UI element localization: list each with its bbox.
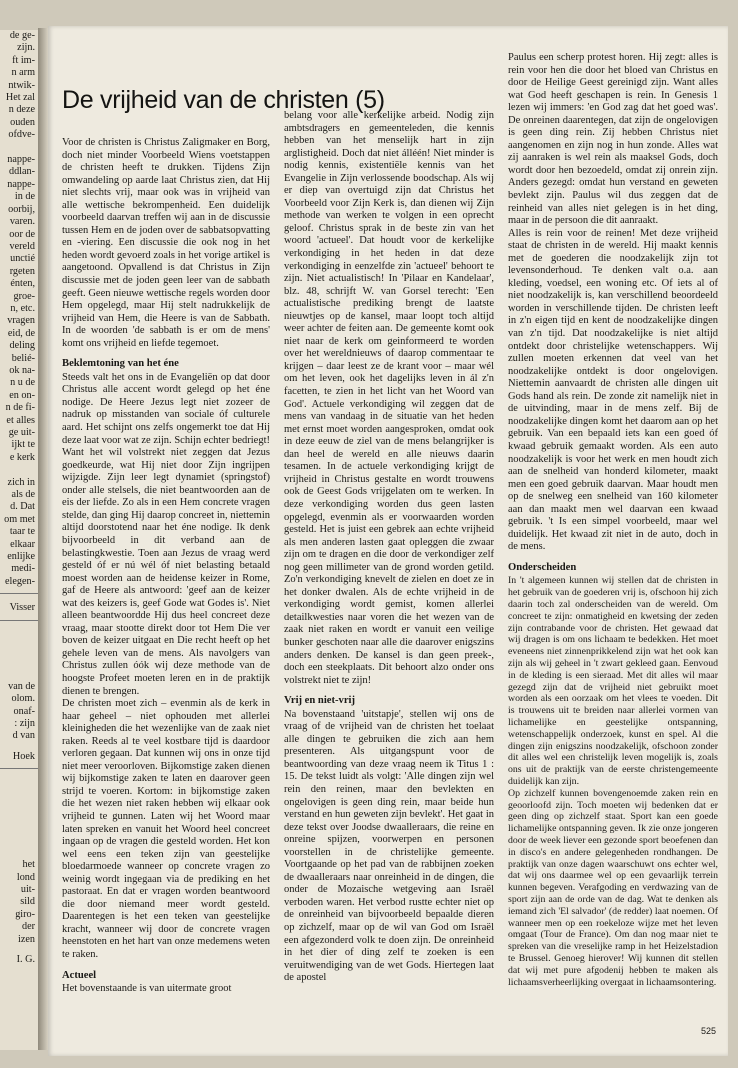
paragraph: In 't algemeen kunnen wij stellen dat de christen in het gebruik van de goederen vrij is, ofschoon hij zich daarin toch zal onderscheiden van de wereld. Om concreet te zijn: onmatigheid en kwetsing der zeden zijn contrabande voor de christen. Het gewaad dat wij dragen is om ons lichaam te bedekken. Het moet eveneens niet zinnenprikkelend zijn wat het ook kan zijn als wij geheel in 't zwart gekleed gaan. Eenvoud in de kleding is een sieraad. Met dit alles wil maar gezegd zijn dat de vrijheid niet gebruikt moet worden als een oorzaak om het vlees te voeden. Dit is trouwens uit te breiden naar allerlei vormen van lichamelijke en geestelijke ontspanning, wetenschappelijk onderzoek, kunst en spel. Al die dingen zijn enigszins noodzakelijk, ofschoon zonder dit alles wel een christelijk leven mogelijk is, zoals ons uit de praktijk van de eerste christengemeente duidelijk kan zijn.	[508, 575, 718, 787]
margin-fragment: zich in	[7, 476, 35, 488]
margin-fragment: olom.	[11, 693, 35, 705]
margin-fragment: en on-	[9, 389, 35, 401]
margin-fragment: giro-	[15, 908, 35, 920]
article-column-2	[284, 110, 494, 985]
book-spine	[38, 28, 48, 1050]
margin-fragment: nappe-	[7, 178, 35, 190]
margin-fragment	[0, 142, 38, 154]
margin-fragment: deling	[9, 340, 35, 352]
margin-rule	[0, 768, 38, 769]
margin-fragment: énten,	[10, 278, 35, 290]
margin-fragment: ijkt te	[11, 439, 35, 451]
margin-fragment: izen	[18, 933, 35, 945]
margin-fragment: ntwik-	[8, 79, 35, 91]
margin-fragment: als de	[11, 489, 35, 501]
margin-signature-2: Hoek	[12, 750, 35, 762]
margin-fragment: Het zal	[5, 92, 35, 104]
margin-fragment: enlijke	[7, 551, 35, 563]
margin-fragment: elkaar	[10, 538, 35, 550]
margin-signature-3: I. G.	[16, 953, 35, 965]
margin-fragment: om met	[4, 513, 35, 525]
section-heading: Vrij en niet-vrij	[284, 695, 355, 707]
margin-fragment: de ge-	[9, 30, 35, 41]
margin-fragment: taar te	[9, 526, 35, 538]
margin-fragment: nappe-	[7, 154, 35, 166]
section-heading: Actueel	[62, 969, 97, 981]
margin-fragment: lond	[16, 871, 35, 883]
margin-fragment: sild	[20, 896, 35, 908]
margin-fragment: n deze	[8, 104, 35, 116]
paragraph: Steeds valt het ons in de Evangeliën op dat door Christus alle accent wordt gelegd op het éne nodige. De Heere Jezus legt niet zozeer de nadruk op misstanden van sociale óf culturele aard. Het schijnt ons zelfs ongemerkt toe dat Hij deze laat voor wat ze zijn. Schijn echter bedriegt! Want het wil volstrekt niet zeggen dat Jezus goedkeurde, wat Hij niet door Zijn ingrijpen wijzigde. Zijn leer legt dynamiet (springstof) onder alle stelsels, die niet beantwoorden aan de eis der liefde. Zo als in een Hem concrete vragen stelde, dan ging Hij daarop concreet in, niettemin altijd doorstotend naar het éne nodige. Ik denk bijvoorbeeld in dit verband aan de belastingkwestie. Toen aan Jezus de vraag werd gesteld óf er nú wél óf niet belasting betaald moest worden aan de heidense keizer in Rome, gaf de Heere als antwoord: 'geef aan de keizer wat des keizers is, geef Gode wat Godes is'. Niet alleen beantwoordde Hij dus heel concreet deze vraag, maar stootte direkt door tot Hem Die ver boven de keizer uitgaat en Die recht heeft op het gehele leven van de mens. Als navolgers van Christus zullen óók wij deze methode van de hoogste Profeet moeten leren en in de praktijk dienen te brengen.	[62, 371, 270, 697]
margin-fragment: n arm	[11, 67, 35, 79]
article-column-3	[508, 52, 718, 988]
margin-fragments-1	[0, 30, 38, 588]
margin-fragment: d van	[12, 730, 35, 742]
margin-fragment: van de	[8, 680, 35, 692]
margin-signature-1: Visser	[9, 602, 35, 614]
margin-fragment: n, etc.	[10, 302, 35, 314]
paragraph: Voor de christen is Christus Zaligmaker en Borg, doch niet minder Voorbeeld Wiens voetstappen de christen heeft te drukken. Tijdens Zijn omwandeling op aarde laat Christus zien, dat Hij niet slechts vrij, maar ook was in vrijheid van alle wettische bekrompenheid. Een duidelijk voorbeeld daarvan treffen wij aan in de discussie tussen Hem en de joden over de sabbatsopvatting en -viering. Een discussie die ook nog in het heden wordt gevoerd zoals in het vorige artikel is aangetoond. Opvallend is dat Christus in Zijn discussie met de joden geen leer van de sabbath geeft. Geen nieuwe wettische regels worden door Hem opgelegd, maar Hij stelt nadrukkelijk de vrijheid van Hem, die Heere is van de Sabbath. In de woorden 'de sabbath is er om de mens' komt ons vrijheid en liefde tegemoet.	[62, 137, 270, 349]
margin-fragment: ok na-	[9, 364, 35, 376]
magazine-page	[48, 26, 728, 1056]
margin-fragment: het	[22, 859, 35, 871]
margin-fragment: d. Dat	[10, 501, 35, 513]
paragraph: Paulus een scherp protest horen. Hij zegt: alles is rein voor hen die door het bloed van Christus en door de Heilige Geest gereinigd zijn. Want alles wat God heeft geschapen is rein. In Genesis 1 lezen wij immers: 'en God zag dat het goed was'. De onreinen daarentegen, dat zijn de ongelovigen is geen ding rein. Zij hebben Christus niet aangenomen en zijn nog in hun zonde. Alles wat zij aanraken is wel rein als maaksel Gods, doch wordt door hen bezoedeld, omdat zij onrein zijn. Anders gezegd: omdat hun verstand en geweten bevlekt zijn. Paulus wil dus zeggen dat de reinheid van alles niet gelegen is in het ding, maar in de persoon die dit aanraakt.	[508, 52, 718, 227]
margin-fragment: vragen	[7, 315, 35, 327]
margin-fragment: rgeten	[9, 265, 35, 277]
section-heading: Onderscheiden	[508, 561, 577, 573]
margin-fragment: ft im-	[12, 54, 35, 66]
margin-fragment: : zijn	[14, 717, 35, 729]
margin-fragment: groe-	[13, 290, 35, 302]
margin-fragment: zijn.	[17, 42, 35, 54]
section-heading: Beklemtoning van het éne	[62, 358, 179, 370]
page-number: 525	[700, 1026, 716, 1036]
paragraph: Na bovenstaand 'uitstapje', stellen wij ons de vraag of de vrijheid van de christen het toelaat alle dingen te gebruiken die zich aan hem presenteren. Als uitgangspunt voor de beantwoording van deze vraag neem ik Titus 1 : 15. De tekst luidt als volgt: 'Alle dingen zijn wel rein den reinen, maar den bevlekten en ongelovigen is geen ding rein, maar beide hun verstand en hun geweten zijn bevlekt'. Het gaat in deze tekst over Joodse dwaalleraars, die reine en onreine spijzen, voorwerpen en personen voorstellen in de christelijke gemeente. Voortgaande op het pad van de rabbijnen zoeken de dwaalleraars naar onreinheid in de dingen, die onder de Mozaische wetgeving aan Israël verboden waren. Het verbod rustte echter niet op de onreinheid van bijvoorbeeld bepaalde dieren op zichzelf, maar op de wil van God om Israël een afgezonderd volk te doen zijn. De onreinheid in het dier of ding zelf te zoeken is een veruitwendiging van de wet Gods. Hiertegen laat de apostel	[284, 708, 494, 984]
margin-fragment: medi-	[11, 563, 35, 575]
margin-fragment: eid, de	[7, 327, 35, 339]
margin-fragment: n de fi-	[5, 402, 35, 414]
article-title: De vrijheid van de christen (5)	[62, 86, 385, 114]
margin-rule	[0, 593, 38, 594]
article-column-1	[62, 137, 270, 996]
margin-fragment: belié-	[11, 352, 35, 364]
margin-fragment: ddlan-	[8, 166, 35, 178]
margin-fragment: n u de	[10, 377, 35, 389]
margin-fragment: unctié	[10, 253, 35, 265]
margin-fragment: der	[21, 921, 35, 933]
adjacent-page-edge	[0, 30, 39, 1050]
margin-fragments-3	[0, 859, 38, 946]
margin-fragment: varen.	[9, 216, 35, 228]
margin-rule	[0, 620, 38, 621]
margin-fragment: et alles	[6, 414, 35, 426]
margin-fragment: ge uit-	[8, 427, 35, 438]
margin-fragment: in de	[14, 191, 35, 203]
margin-fragment: onaf-	[13, 705, 35, 717]
margin-fragment: elegen-	[5, 575, 35, 587]
paragraph: Het bovenstaande is van uitermate groot	[62, 983, 232, 995]
margin-fragment: uit-	[20, 883, 35, 895]
margin-fragment: ofdve-	[8, 129, 35, 141]
margin-fragment: vereld	[9, 240, 35, 252]
paragraph: belang voor alle kerkelijke arbeid. Nodig zijn ambtsdragers en gemeenteleden, die kennis hebben van het menselijk hart in zijn arglistigheid. Doch dat niet álléén! Niet minder is nodig kennis, existentiële kennis van het Evangelie in Zijn verlossende boodschap. Als wij er diep van overtuigd zijn dat Christus het Voorbeeld voor Zijn Kerk is, dan dienen wij Zijn methode van werken te volgen in een oprecht geloof. Christus sprak in de beste zin van het woord 'actueel'. Dat houdt voor de kerkelijke verkondiging in het heden in dat deze verkondiging in eenzelfde zin 'actueel' behoort te zijn. Niet actualistisch! In 'Pilaar en Kandelaar', blz. 48, schrijft W. van Gorsel terecht: 'Een actualistische prediking brengt de laatste nieuwtjes op de kansel, maar loopt toch altijd weer achter de feiten aan. De gemeente komt ook niet naar de kerk om geinformeerd te worden over het wereldnieuws of daarop commentaar te krijgen – daar leest ze de krant voor – maar wél om het leven, ook het dagelijks leven in ál z'n facetten, te zien in het licht van het Woord van God'. Actuele verkondiging wil zeggen dat de mens van vandaag in de situatie van het heden met ernst moet worden aangesproken, omdat ook in deze eeuw de ziel van de mens belangrijker is dan heel de wereld en alle nieuws daarin tesamen. In de actuele verkondiging krijgt de vrijheid in Christus gestalte en wordt trouwens ook de Geest Gods vrijgelaten om te werken. In deze verkondiging worden dus geen lasten opgelegd, evenmin als er voorwaarden worden gesteld. Het is juist een gebrek aan echte vrijheid als men anderen lasten gaat opleggen die zwaar zijn om te dragen en die door de verkondiger zelf nog geen millimeter van de grond worden getild. Zo'n verkondiging knevelt de zielen en doet ze in het donker dwalen. Als de echte vrijheid in de verkondiging wordt gemist, komen allerlei detailkwesties naar voren die het wezen van de zaak niet raken en wordt er vanuit een veilige bunker geschoten naar alle die daarover enigszins anders denken. De kansel is dan geen preek-, doch een steekplaats. Dit behoort alzo onder ons volstrekt niet te zijn!	[284, 110, 494, 686]
paragraph: De christen moet zich – evenmin als de kerk in haar geheel – niet ophouden met allerlei kleinigheden die het wezenlijke van de zaak niet raken. Reeds al te veel kostbare tijd is daardoor verloren gegaan. Dat kunnen wij ons in onze tijd niet meer veroorloven. Bijkomstige zaken dienen wij bijkomstige zaken te laten en daarover geen strijd te voeren. Kortom: in bijkomstige zaken die het wezen niet raken hebben wij elkaar ook vrijheid te gunnen. Laten wij het Woord maar laten spreken en vanuit het Woord heel concreet ingaan op de vragen die gesteld worden. Het kon wel eens een teken zijn van geestelijke bloedarmoede wanneer op concrete vragen zo weinig wordt ingegaan via de prediking en het pastoraat. En dat er vragen worden beantwoord die door niemand meer wordt gesteld. Daarentegen is het een teken van geestelijke kracht, wanneer wij door de concrete vragen heenstoten en het hart van onze medemens weten te raken.	[62, 698, 270, 960]
margin-fragments-2	[0, 681, 38, 743]
paragraph: Op zichzelf kunnen bovengenoemde zaken rein en geoorloofd zijn. Toch moeten wij bedenken dat er geen ding op zichzelf staat. Sport kan een goede lichamelijke ontspanning geven. Ik zie onze jongeren door de week liever een gezonde sport beoefenen dan in disco's en andere gelegenheden rondhangen. De praktijk van onze dagen waarschuwt ons echter wel, dat wij ons daarmee wel op een gevaarlijk terrein kunnen begeven. Verafgoding en verdwazing van de sport zijn aan de orde van de dag. Wat te denken als iemand zich 'El salvador' (de redder) laat noemen. Of wanneer men op een roekeloze wijze met het leven omgaat (Tour de France). Om dan nog maar niet te spreken van die vreselijke ramp in het Heizelstadion te Brussel. Genoeg hierover! Wij kunnen dit stellen dat wij met pure afgodenij hebben te maken als lichaamsverheerlijking overgaat in lichaamsontering.	[508, 787, 718, 988]
margin-fragment: oorbij,	[8, 203, 35, 215]
margin-fragment: e kerk	[9, 451, 35, 463]
margin-fragment: oor de	[9, 228, 35, 240]
margin-fragment: ouden	[10, 116, 35, 128]
margin-fragment	[0, 464, 38, 476]
paragraph: Alles is rein voor de reinen! Met deze vrijheid staat de christen in de wereld. Hij maakt kennis met de goederen die noodzakelijk zijn tot levensonderhoud. Te denken valt o.a. aan kleding, voedsel, een woning etc. Of iets al of niet noodzakelijk is, kan verschillend beoordeeld worden in verschillende tijden. De christen leeft in z'n eigen tijd en kent de noodzakelijke dingen van z'n tijd. Dat noodzakelijke is niet altijd ontdekt door christelijke wetenschappers. Wij zullen moeten erkennen dat veel van het noodzakelijke ontdekt is door ongelovigen. Niettemin aanvaardt de christen alle dingen uit Gods hand als rein. De zonde zit namelijk niet in de uitvinding, maar in de mens zelf. Bij de noodzakelijke dingen komt het daarom aan op het gebruik. Van een bepaald iets kan een goed óf kwaad gebruik gemaakt worden. Als een auto noodzakelijk is voor het werk en men houdt zich aan de snelheid van honderd kilometer, maakt men een goed gebruik daarvan. Maar houdt men op de snelweg een snelheid van 160 kilometer aan dan maakt men wel daarvan een kwaad gebruik. 't Is een simpel voorbeeld, maar wel duidelijk. Het kwaad zit niet in de auto, doch in de mens.	[508, 227, 718, 553]
